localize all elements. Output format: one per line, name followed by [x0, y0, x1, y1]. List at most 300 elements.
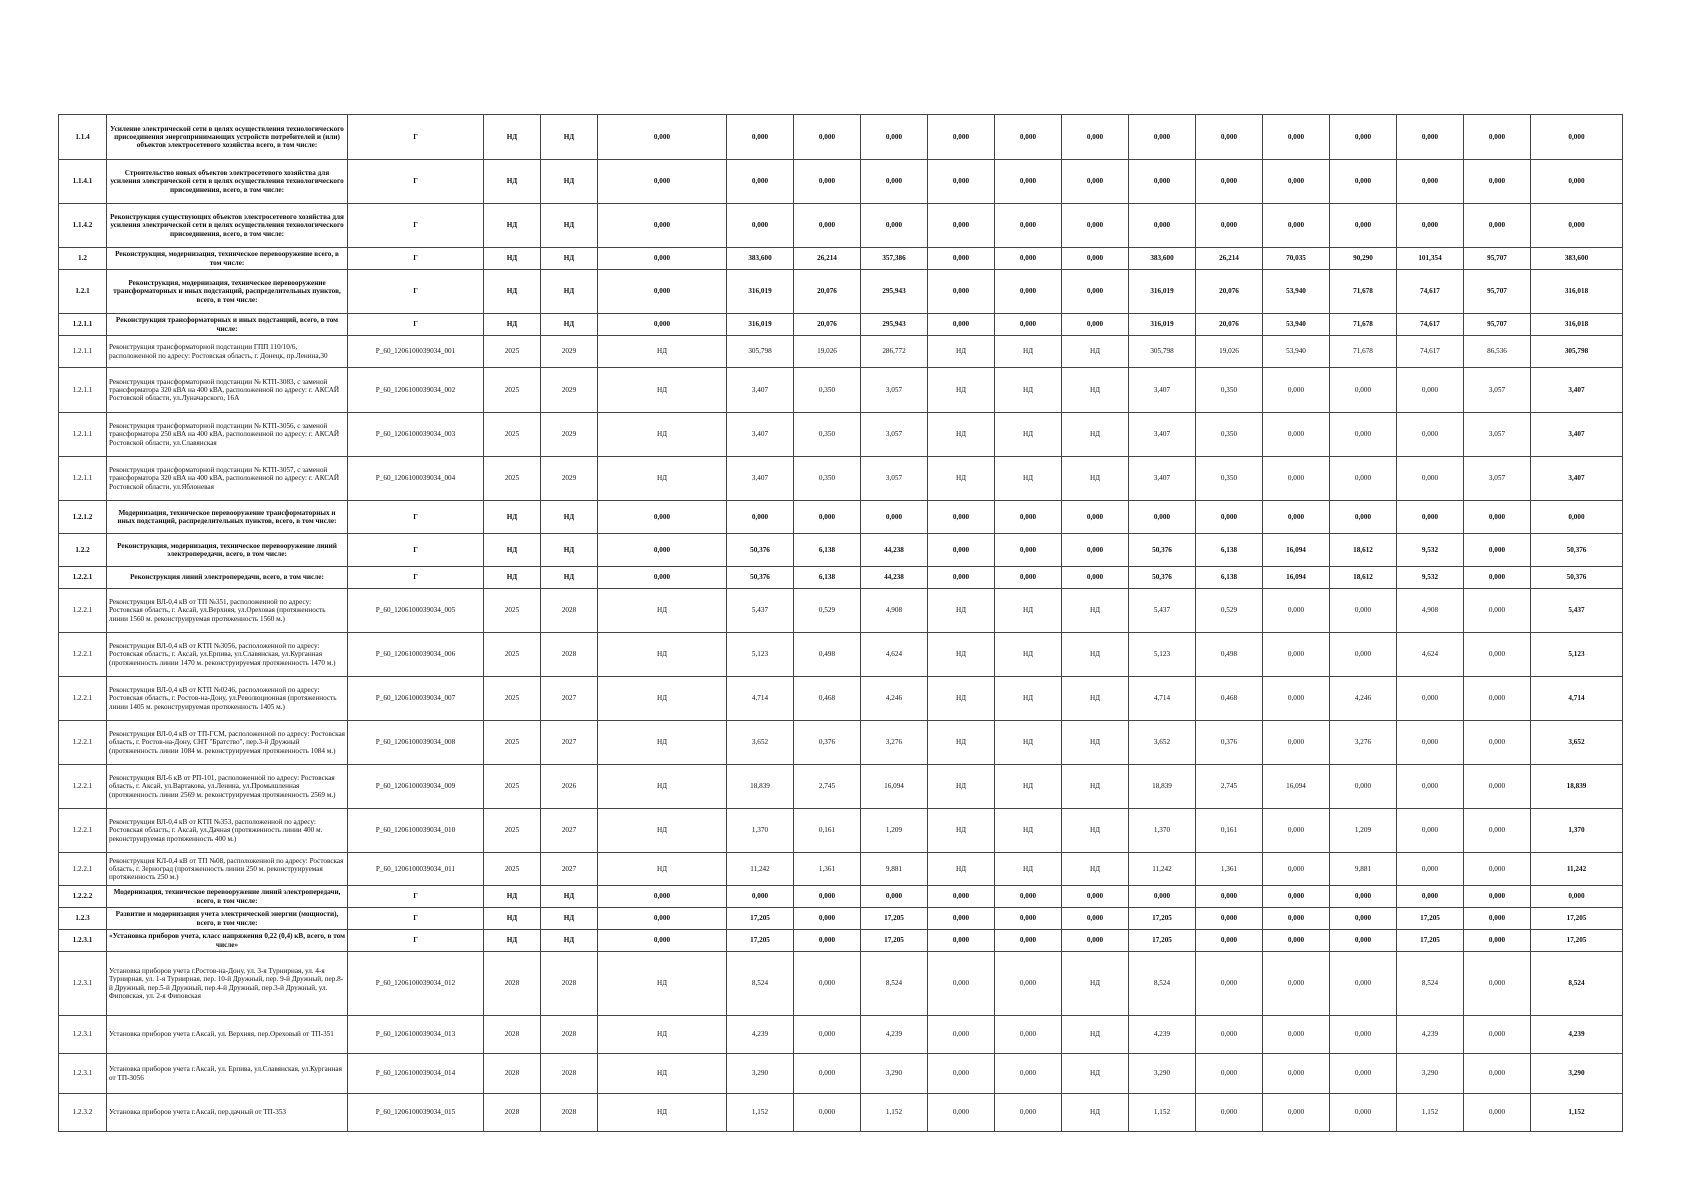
cell-object-name: Реконструкция ВЛ-0,4 кВ от КТП №3056, расположенной по адресу: Ростовская область, г. Аксай, ул.Ерпива, ул.Славянская, ул.Курганная (протяженность линии 1470 м. реконструируемая протяженность 1470 м.): [107, 633, 348, 677]
cell-value-total: 5,123: [1531, 633, 1623, 677]
cell-value-c9: 0,000: [861, 160, 928, 204]
cell-value-c8: 0,000: [794, 1016, 861, 1054]
table-row: [59, 160, 1623, 204]
cell-value-c14: 20,076: [1196, 270, 1263, 314]
cell-start-year: 2025: [484, 413, 541, 457]
cell-value-c6: НД: [598, 633, 727, 677]
cell-value-c14: 6,138: [1196, 567, 1263, 589]
cell-value-c17: 8,524: [1397, 952, 1464, 1016]
cell-value-c17: 9,532: [1397, 567, 1464, 589]
cell-row-number: 1.2.3.1: [59, 930, 107, 952]
cell-value-c12: 0,000: [1062, 115, 1129, 160]
cell-row-number: 1.2.2.1: [59, 567, 107, 589]
cell-row-number: 1.2.2.1: [59, 853, 107, 886]
cell-value-c7: 4,239: [727, 1016, 794, 1054]
cell-value-c14: 0,000: [1196, 952, 1263, 1016]
cell-row-number: 1.2.2.1: [59, 633, 107, 677]
cell-row-number: 1.1.4: [59, 115, 107, 160]
cell-value-c13: 17,205: [1129, 908, 1196, 930]
cell-value-c17: 0,000: [1397, 765, 1464, 809]
cell-value-c14: 20,076: [1196, 314, 1263, 336]
cell-value-c9: 1,152: [861, 1094, 928, 1132]
cell-value-c9: 17,205: [861, 908, 928, 930]
cell-value-c8: 0,000: [794, 160, 861, 204]
cell-start-year: НД: [484, 908, 541, 930]
table-row: [59, 534, 1623, 567]
cell-value-c11: НД: [995, 413, 1062, 457]
cell-value-c18: 0,000: [1464, 501, 1531, 534]
cell-value-c9: 16,094: [861, 765, 928, 809]
cell-value-c18: 0,000: [1464, 886, 1531, 908]
cell-value-c7: 0,000: [727, 501, 794, 534]
cell-value-c18: 0,000: [1464, 809, 1531, 853]
cell-row-number: 1.2.2.1: [59, 721, 107, 765]
cell-value-c7: 1,152: [727, 1094, 794, 1132]
cell-value-c7: 1,370: [727, 809, 794, 853]
cell-value-c10: 0,000: [928, 204, 995, 248]
cell-project-id: Г: [348, 930, 484, 952]
cell-value-total: 1,370: [1531, 809, 1623, 853]
cell-start-year: НД: [484, 115, 541, 160]
cell-row-number: 1.1.4.2: [59, 204, 107, 248]
cell-object-name: Реконструкция трансформаторной подстанции ГПП 110/10/6, расположенной по адресу: Ростовская область, г. Донецк, пр.Ленина,30: [107, 336, 348, 368]
cell-value-c7: 0,000: [727, 115, 794, 160]
table-row: [59, 567, 1623, 589]
cell-value-c17: 0,000: [1397, 115, 1464, 160]
cell-value-c12: 0,000: [1062, 160, 1129, 204]
cell-value-c14: 0,000: [1196, 930, 1263, 952]
cell-value-c12: НД: [1062, 1094, 1129, 1132]
cell-value-c10: 0,000: [928, 930, 995, 952]
cell-value-c13: 305,798: [1129, 336, 1196, 368]
cell-value-c15: 53,940: [1263, 314, 1330, 336]
cell-value-total: 0,000: [1531, 501, 1623, 534]
cell-value-c6: 0,000: [598, 534, 727, 567]
table-row: [59, 853, 1623, 886]
cell-value-c16: 71,678: [1330, 314, 1397, 336]
cell-value-c14: 1,361: [1196, 853, 1263, 886]
cell-end-year: НД: [541, 534, 598, 567]
cell-end-year: НД: [541, 270, 598, 314]
cell-value-c9: 0,000: [861, 115, 928, 160]
cell-value-c7: 3,407: [727, 368, 794, 413]
cell-object-name: Реконструкция трансформаторных и иных подстанций, всего, в том числе:: [107, 314, 348, 336]
cell-value-c11: 0,000: [995, 248, 1062, 270]
cell-value-c7: 0,000: [727, 160, 794, 204]
cell-end-year: НД: [541, 908, 598, 930]
cell-row-number: 1.2.3.2: [59, 1094, 107, 1132]
cell-value-c11: НД: [995, 457, 1062, 501]
cell-end-year: 2028: [541, 1016, 598, 1054]
cell-value-c8: 0,161: [794, 809, 861, 853]
cell-row-number: 1.2.2.2: [59, 886, 107, 908]
cell-value-c8: 1,361: [794, 853, 861, 886]
cell-value-c9: 0,000: [861, 204, 928, 248]
cell-value-total: 3,407: [1531, 368, 1623, 413]
cell-value-c8: 0,498: [794, 633, 861, 677]
cell-start-year: 2025: [484, 809, 541, 853]
cell-value-c11: 0,000: [995, 886, 1062, 908]
cell-value-c10: 0,000: [928, 534, 995, 567]
cell-value-c9: 4,908: [861, 589, 928, 633]
cell-end-year: НД: [541, 567, 598, 589]
cell-end-year: 2028: [541, 633, 598, 677]
cell-value-c12: 0,000: [1062, 534, 1129, 567]
cell-value-c15: 70,035: [1263, 248, 1330, 270]
cell-value-c11: НД: [995, 368, 1062, 413]
cell-value-c12: НД: [1062, 809, 1129, 853]
cell-value-c17: 17,205: [1397, 930, 1464, 952]
table-row: [59, 721, 1623, 765]
cell-end-year: 2029: [541, 457, 598, 501]
cell-end-year: 2028: [541, 1094, 598, 1132]
cell-value-c14: 0,000: [1196, 1094, 1263, 1132]
cell-value-c12: НД: [1062, 677, 1129, 721]
cell-value-c14: 0,000: [1196, 160, 1263, 204]
cell-value-c10: 0,000: [928, 1094, 995, 1132]
cell-value-c18: 3,057: [1464, 368, 1531, 413]
cell-value-c7: 316,019: [727, 314, 794, 336]
cell-start-year: НД: [484, 160, 541, 204]
cell-start-year: 2025: [484, 336, 541, 368]
cell-object-name: Модернизация, техническое перевооружение трансформаторных и иных подстанций, распределительных пунктов, всего, в том числе:: [107, 501, 348, 534]
cell-value-c12: 0,000: [1062, 930, 1129, 952]
cell-value-c11: НД: [995, 809, 1062, 853]
cell-value-c7: 3,407: [727, 457, 794, 501]
cell-value-c13: 3,407: [1129, 413, 1196, 457]
cell-value-c16: 9,881: [1330, 853, 1397, 886]
cell-project-id: P_60_1206100039034_011: [348, 853, 484, 886]
cell-start-year: 2028: [484, 1094, 541, 1132]
cell-value-c6: 0,000: [598, 270, 727, 314]
cell-start-year: 2025: [484, 368, 541, 413]
cell-object-name: Реконструкция трансформаторной подстанции № КТП-3056, с заменой трансформатора 250 кВА на 400 кВА, расположенной по адресу: г. АКСАЙ Ростовской области, ул.Славянская: [107, 413, 348, 457]
cell-value-c14: 0,000: [1196, 1054, 1263, 1094]
cell-value-c7: 50,376: [727, 567, 794, 589]
table-row: [59, 908, 1623, 930]
cell-value-c15: 0,000: [1263, 501, 1330, 534]
cell-value-c17: 0,000: [1397, 413, 1464, 457]
cell-value-c15: 0,000: [1263, 1054, 1330, 1094]
cell-value-c17: 0,000: [1397, 160, 1464, 204]
cell-value-c16: 0,000: [1330, 952, 1397, 1016]
cell-object-name: Реконструкция, модернизация, техническое перевооружение линий электропередачи, всего, в том числе:: [107, 534, 348, 567]
table-row: [59, 677, 1623, 721]
cell-value-c14: 0,000: [1196, 204, 1263, 248]
cell-value-c10: 0,000: [928, 567, 995, 589]
cell-value-c6: 0,000: [598, 930, 727, 952]
cell-value-c16: 0,000: [1330, 589, 1397, 633]
cell-value-c16: 18,612: [1330, 567, 1397, 589]
cell-value-c7: 11,242: [727, 853, 794, 886]
cell-start-year: 2025: [484, 853, 541, 886]
cell-value-c6: НД: [598, 1016, 727, 1054]
cell-object-name: Реконструкция трансформаторной подстанции № КТП-3057, с заменой трансформатора 320 кВА на 400 кВА, расположенной по адресу: г. АКСАЙ Ростовской области, ул.Яблоневая: [107, 457, 348, 501]
cell-value-c18: 0,000: [1464, 1094, 1531, 1132]
cell-value-c15: 0,000: [1263, 721, 1330, 765]
cell-start-year: НД: [484, 204, 541, 248]
cell-value-c16: 0,000: [1330, 886, 1397, 908]
cell-value-c8: 20,076: [794, 270, 861, 314]
cell-value-c17: 0,000: [1397, 457, 1464, 501]
cell-value-c6: НД: [598, 853, 727, 886]
cell-object-name: Реконструкция ВЛ-0,4 кВ от КТП №0246, расположенной по адресу: Ростовская область, г. Ростов-на-Дону, ул.Революционная (протяженность линии 1405 м. реконструируемая протяженность 1405 м.): [107, 677, 348, 721]
cell-start-year: 2028: [484, 952, 541, 1016]
cell-object-name: Реконструкция, модернизация, техническое перевооружение трансформаторных и иных подстанций, распределительных пунктов, всего, в том числе:: [107, 270, 348, 314]
cell-value-c9: 286,772: [861, 336, 928, 368]
cell-value-c8: 6,138: [794, 567, 861, 589]
cell-value-c9: 3,276: [861, 721, 928, 765]
cell-value-c10: НД: [928, 853, 995, 886]
cell-value-c14: 0,000: [1196, 115, 1263, 160]
cell-value-c17: 74,617: [1397, 336, 1464, 368]
cell-value-c11: 0,000: [995, 952, 1062, 1016]
cell-value-c10: 0,000: [928, 908, 995, 930]
investment-program-table-sheet: [58, 114, 1612, 1132]
cell-value-total: 0,000: [1531, 115, 1623, 160]
cell-value-c15: 0,000: [1263, 677, 1330, 721]
cell-value-total: 3,407: [1531, 413, 1623, 457]
cell-value-c10: 0,000: [928, 1054, 995, 1094]
cell-end-year: НД: [541, 501, 598, 534]
cell-value-c7: 8,524: [727, 952, 794, 1016]
cell-project-id: P_60_1206100039034_014: [348, 1054, 484, 1094]
cell-value-c16: 0,000: [1330, 930, 1397, 952]
cell-value-c18: 0,000: [1464, 930, 1531, 952]
table-row: [59, 930, 1623, 952]
cell-value-c14: 0,000: [1196, 501, 1263, 534]
cell-value-c13: 0,000: [1129, 115, 1196, 160]
cell-row-number: 1.2.1.1: [59, 413, 107, 457]
cell-value-c11: 0,000: [995, 908, 1062, 930]
cell-value-c11: НД: [995, 336, 1062, 368]
cell-end-year: 2028: [541, 1054, 598, 1094]
cell-value-c18: 0,000: [1464, 589, 1531, 633]
cell-project-id: P_60_1206100039034_001: [348, 336, 484, 368]
cell-value-c13: 3,652: [1129, 721, 1196, 765]
cell-value-c17: 17,205: [1397, 908, 1464, 930]
cell-value-c15: 16,094: [1263, 765, 1330, 809]
cell-project-id: P_60_1206100039034_015: [348, 1094, 484, 1132]
cell-value-c11: 0,000: [995, 501, 1062, 534]
cell-value-c10: НД: [928, 336, 995, 368]
cell-value-c11: 0,000: [995, 115, 1062, 160]
cell-value-c8: 2,745: [794, 765, 861, 809]
cell-project-id: P_60_1206100039034_005: [348, 589, 484, 633]
cell-value-c11: 0,000: [995, 930, 1062, 952]
cell-value-c12: НД: [1062, 721, 1129, 765]
cell-project-id: Г: [348, 534, 484, 567]
cell-value-c13: 50,376: [1129, 567, 1196, 589]
cell-value-c16: 18,612: [1330, 534, 1397, 567]
cell-value-total: 4,239: [1531, 1016, 1623, 1054]
cell-value-c8: 0,000: [794, 1054, 861, 1094]
cell-value-c13: 50,376: [1129, 534, 1196, 567]
cell-value-c6: НД: [598, 457, 727, 501]
cell-value-c8: 0,350: [794, 413, 861, 457]
cell-value-c10: НД: [928, 368, 995, 413]
cell-value-c15: 0,000: [1263, 160, 1330, 204]
cell-object-name: Реконструкция ВЛ-0,4 кВ от ТП-ГСМ, расположенной по адресу: Ростовская область, г. Ростов-на-Дону, СНТ "Братство", пер.3-й Дружный (протяженность линии 1084 м. реконструируемая протяженность 1084 м.): [107, 721, 348, 765]
cell-value-c6: 0,000: [598, 501, 727, 534]
cell-value-c6: 0,000: [598, 886, 727, 908]
table-row: [59, 589, 1623, 633]
cell-value-total: 3,290: [1531, 1054, 1623, 1094]
cell-project-id: Г: [348, 115, 484, 160]
cell-value-c18: 0,000: [1464, 908, 1531, 930]
cell-value-c6: НД: [598, 368, 727, 413]
cell-value-c12: НД: [1062, 853, 1129, 886]
cell-value-c7: 3,290: [727, 1054, 794, 1094]
cell-project-id: P_60_1206100039034_004: [348, 457, 484, 501]
cell-start-year: 2025: [484, 721, 541, 765]
cell-value-c8: 0,468: [794, 677, 861, 721]
cell-value-c15: 0,000: [1263, 204, 1330, 248]
cell-value-c13: 18,839: [1129, 765, 1196, 809]
cell-value-c12: НД: [1062, 1016, 1129, 1054]
cell-value-c17: 0,000: [1397, 886, 1464, 908]
cell-value-c7: 18,839: [727, 765, 794, 809]
cell-value-c11: 0,000: [995, 160, 1062, 204]
cell-value-c6: НД: [598, 413, 727, 457]
cell-value-c9: 4,624: [861, 633, 928, 677]
cell-start-year: НД: [484, 930, 541, 952]
cell-value-c15: 0,000: [1263, 633, 1330, 677]
cell-value-c13: 4,239: [1129, 1016, 1196, 1054]
cell-value-total: 50,376: [1531, 534, 1623, 567]
cell-row-number: 1.1.4.1: [59, 160, 107, 204]
cell-value-c13: 383,600: [1129, 248, 1196, 270]
cell-end-year: 2027: [541, 721, 598, 765]
cell-value-total: 8,524: [1531, 952, 1623, 1016]
cell-row-number: 1.2.2: [59, 534, 107, 567]
cell-value-c9: 17,205: [861, 930, 928, 952]
cell-value-c14: 0,529: [1196, 589, 1263, 633]
table-row: [59, 115, 1623, 160]
cell-value-c8: 0,376: [794, 721, 861, 765]
cell-value-c18: 0,000: [1464, 633, 1531, 677]
cell-value-c13: 1,152: [1129, 1094, 1196, 1132]
cell-value-c18: 0,000: [1464, 534, 1531, 567]
cell-value-c12: НД: [1062, 368, 1129, 413]
cell-project-id: P_60_1206100039034_013: [348, 1016, 484, 1054]
investment-program-table: [58, 114, 1623, 1132]
cell-value-c13: 1,370: [1129, 809, 1196, 853]
cell-object-name: Развитие и модернизация учета электрической энергии (мощности), всего, в том числе:: [107, 908, 348, 930]
cell-object-name: Строительство новых объектов электросетевого хозяйства для усиления электрической сети в целях осуществления технологического присоединения, всего, в том числе:: [107, 160, 348, 204]
cell-value-c7: 305,798: [727, 336, 794, 368]
cell-value-c14: 26,214: [1196, 248, 1263, 270]
cell-value-c10: 0,000: [928, 952, 995, 1016]
cell-value-c9: 357,386: [861, 248, 928, 270]
cell-value-total: 3,407: [1531, 457, 1623, 501]
cell-project-id: P_60_1206100039034_007: [348, 677, 484, 721]
cell-value-c16: 0,000: [1330, 1054, 1397, 1094]
cell-value-c18: 3,057: [1464, 413, 1531, 457]
cell-end-year: НД: [541, 160, 598, 204]
cell-object-name: Модернизация, техническое перевооружение линий электропередачи, всего, в том числе:: [107, 886, 348, 908]
cell-project-id: Г: [348, 908, 484, 930]
cell-object-name: «Установка приборов учета, класс напряжения 0,22 (0,4) кВ, всего, в том числе»: [107, 930, 348, 952]
cell-value-c11: НД: [995, 721, 1062, 765]
cell-row-number: 1.2.3.1: [59, 1054, 107, 1094]
cell-value-c18: 0,000: [1464, 160, 1531, 204]
cell-value-c15: 53,940: [1263, 270, 1330, 314]
cell-start-year: НД: [484, 314, 541, 336]
table-row: [59, 248, 1623, 270]
cell-value-c7: 5,437: [727, 589, 794, 633]
cell-value-c16: 0,000: [1330, 1016, 1397, 1054]
cell-value-c10: 0,000: [928, 1016, 995, 1054]
cell-value-c14: 19,026: [1196, 336, 1263, 368]
cell-value-total: 17,205: [1531, 908, 1623, 930]
cell-value-c7: 316,019: [727, 270, 794, 314]
table-row: [59, 204, 1623, 248]
cell-start-year: 2025: [484, 677, 541, 721]
cell-project-id: P_60_1206100039034_002: [348, 368, 484, 413]
cell-value-c6: 0,000: [598, 248, 727, 270]
cell-value-c8: 0,000: [794, 1094, 861, 1132]
cell-value-c10: НД: [928, 721, 995, 765]
cell-value-c12: 0,000: [1062, 248, 1129, 270]
cell-value-c14: 0,468: [1196, 677, 1263, 721]
cell-value-c17: 4,908: [1397, 589, 1464, 633]
table-row: [59, 457, 1623, 501]
cell-value-c15: 0,000: [1263, 1094, 1330, 1132]
cell-start-year: НД: [484, 270, 541, 314]
cell-value-c14: 6,138: [1196, 534, 1263, 567]
cell-value-c18: 95,707: [1464, 270, 1531, 314]
cell-value-c16: 0,000: [1330, 413, 1397, 457]
table-row: [59, 809, 1623, 853]
cell-value-c11: НД: [995, 677, 1062, 721]
cell-value-c9: 44,238: [861, 567, 928, 589]
cell-value-c11: 0,000: [995, 1094, 1062, 1132]
cell-value-c16: 0,000: [1330, 160, 1397, 204]
cell-value-c9: 1,209: [861, 809, 928, 853]
cell-value-c7: 0,000: [727, 886, 794, 908]
cell-value-c14: 0,000: [1196, 1016, 1263, 1054]
cell-value-c9: 3,057: [861, 368, 928, 413]
cell-value-c13: 5,123: [1129, 633, 1196, 677]
cell-value-c16: 0,000: [1330, 368, 1397, 413]
cell-value-c18: 0,000: [1464, 1054, 1531, 1094]
cell-project-id: P_60_1206100039034_006: [348, 633, 484, 677]
cell-object-name: Реконструкция линий электропередачи, всего, в том числе:: [107, 567, 348, 589]
cell-value-c15: 0,000: [1263, 952, 1330, 1016]
cell-value-c8: 0,000: [794, 908, 861, 930]
cell-value-c15: 0,000: [1263, 908, 1330, 930]
cell-value-c16: 0,000: [1330, 633, 1397, 677]
cell-value-c10: НД: [928, 809, 995, 853]
cell-value-c12: НД: [1062, 589, 1129, 633]
cell-value-total: 316,018: [1531, 270, 1623, 314]
cell-value-c6: НД: [598, 765, 727, 809]
table-row: [59, 1054, 1623, 1094]
cell-value-c18: 0,000: [1464, 765, 1531, 809]
cell-project-id: P_60_1206100039034_012: [348, 952, 484, 1016]
table-row: [59, 270, 1623, 314]
cell-value-c11: 0,000: [995, 204, 1062, 248]
cell-value-c8: 0,000: [794, 952, 861, 1016]
cell-value-total: 5,437: [1531, 589, 1623, 633]
table-body: [59, 115, 1623, 1132]
cell-value-c7: 5,123: [727, 633, 794, 677]
cell-row-number: 1.2.1.1: [59, 368, 107, 413]
cell-project-id: Г: [348, 314, 484, 336]
cell-value-c13: 8,524: [1129, 952, 1196, 1016]
cell-value-c10: НД: [928, 457, 995, 501]
